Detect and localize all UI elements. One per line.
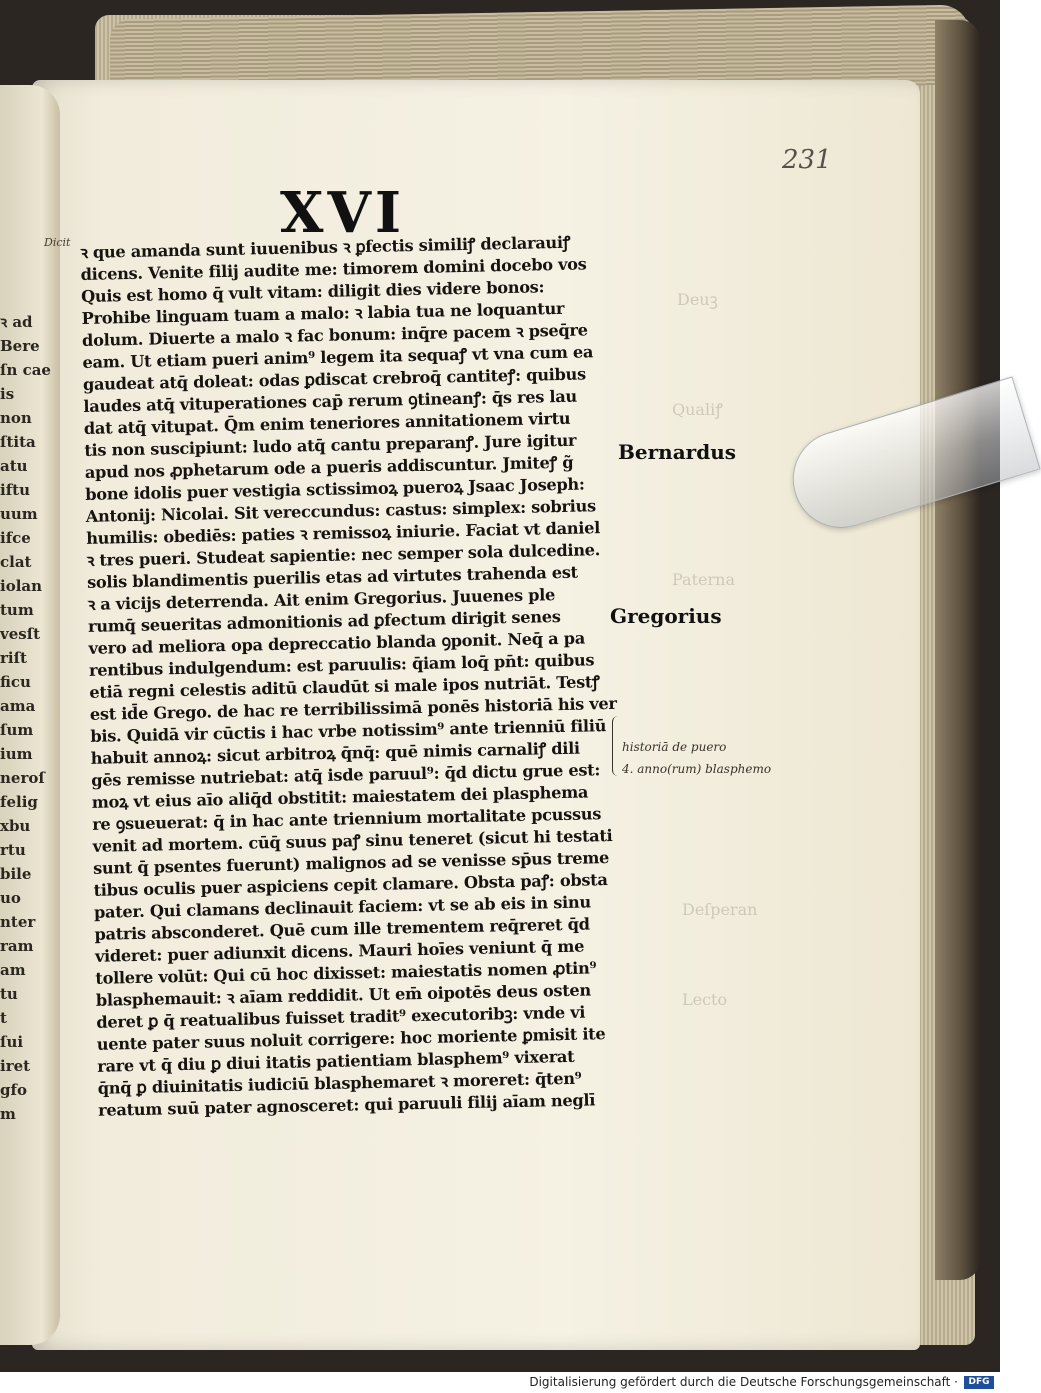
text-line: deret ꝑ q̄ reatualibus fuisset tradit⁹ executoribꝫ: vnde vi	[96, 1002, 586, 1032]
folio-number: 231	[782, 145, 832, 175]
text-line: Antonij: Nicolai. Sit vereccundus: castus: simplex: sobrius	[85, 496, 596, 526]
text-line: tibus oculis puer aspiciens cepit clamare. Obsta paꝭ: obsta	[93, 870, 608, 900]
chapter-heading: XVI	[280, 180, 406, 246]
handwritten-annotation	[622, 736, 792, 780]
verso-text-line: clat	[0, 553, 32, 571]
text-line: eam. Ut etiam pueri anim⁹ legem ita sequaꝭ vt vna cum ea	[82, 342, 594, 372]
verso-text-line: uo	[0, 889, 21, 907]
verso-text-line: ſui	[0, 1033, 24, 1051]
verso-text-line: gfo	[0, 1081, 27, 1099]
text-line: moꝝ vt eius aīo aliq̄d obstitit: maiestatem dei plasphema	[91, 782, 589, 812]
text-line: videret: puer adiunxit dicens. Mauri hoīes veniunt q̄ me	[94, 936, 585, 966]
verso-text-line: xbu	[0, 817, 31, 835]
verso-text-line: Bere	[0, 337, 40, 355]
handwritten-line: historiā de puero	[622, 740, 727, 754]
bleed-through: Deſperan	[682, 900, 758, 919]
verso-page-edge	[0, 85, 60, 1345]
text-line: tis non suscipiunt: ludo atq̄ cantu preparanꝭ. Jure igitur	[84, 430, 577, 460]
text-line: re ꝯsueuerat: q̄ in hac ante triennium mortalitate pcussus	[92, 804, 602, 834]
verso-text-line: ium	[0, 745, 33, 763]
verso-text-line: m	[0, 1105, 16, 1123]
text-line: gēs remisse nutriebat: atq̄ isde paruul⁹: q̄d dictu grue est:	[91, 760, 601, 790]
text-line: bis. Quidā vir cūctis i hac vrbe notissim⁹ ante trienniū filiū	[90, 716, 607, 746]
verso-text-line: nter	[0, 913, 36, 931]
verso-text-line: ſtita	[0, 433, 36, 451]
verso-text-line: iret	[0, 1057, 31, 1075]
text-line: ꝛ que amanda sunt iuuenibus ꝛ ꝑfectis similiꝭ declarauiꝭ	[80, 232, 571, 262]
text-line: gaudeat atq̄ doleat: odas ꝑdiscat crebroq̄ cantiteꝭ: quibus	[82, 364, 587, 394]
text-line: uente pater suus noluit corrigere: hoc moriente ꝑmisit ite	[96, 1024, 606, 1054]
margin-note-bernardus: Bernardus	[618, 440, 736, 464]
margin-small-note: Dicit	[44, 236, 71, 249]
text-line: pater. Qui clamans declinauit faciem: vt se ab eis in sinu	[93, 892, 592, 922]
verso-text-line: non	[0, 409, 32, 427]
verso-text-line: iolan	[0, 577, 43, 595]
text-line: est id̄e Grego. de hac re terribilissimā ponēs historiā his ver	[89, 693, 617, 724]
verso-text-line: uum	[0, 505, 38, 523]
verso-text-line: tum	[0, 601, 34, 619]
text-line: humilis: obediēs: paties ꝛ remissoꝝ iniurie. Faciat vt daniel	[86, 518, 601, 548]
text-line: blasphemauit: ꝛ aīam reddidit. Ut em̄ oipotēs deus osten	[95, 980, 592, 1010]
margin-note-gregorius: Gregorius	[610, 604, 722, 628]
verso-text-line: tu	[0, 985, 18, 1003]
text-line: rumq̄ seueritas admonitionis ad ꝑfectum dirigit senes	[87, 607, 561, 636]
main-text-block	[80, 231, 628, 1122]
verso-text-line: ſn cae	[0, 361, 51, 379]
verso-text-line: ꝛ ad	[0, 313, 33, 331]
text-line: ꝛ a vicijs deterrenda. Ait enim Gregorius. Juuenes ple	[87, 585, 556, 614]
text-line: etiā regni celestis aditū claudūt si male ipos nutriāt. Testꝭ	[89, 672, 600, 702]
verso-text-line: neroſ	[0, 769, 45, 787]
text-line: sunt q̄ psentes fuerunt) malignos ad se venisse sp̄us treme	[92, 848, 610, 878]
text-line: q̄nq̄ ꝑ diuinitatis iudiciū blasphemaret ꝛ moreret: q̄ten⁹	[97, 1068, 582, 1098]
text-line: rare vt q̄ diu ꝑ diui̇ itatis patientiam blasphem⁹ vixerat	[97, 1046, 575, 1076]
verso-text-fragments	[0, 310, 51, 1210]
bleed-through: Lecto	[682, 990, 728, 1009]
verso-text-line: is	[0, 385, 15, 403]
verso-text-line: bile	[0, 865, 32, 883]
verso-text-line: ifce	[0, 529, 31, 547]
text-line: Quis est homo q̄ vult vitam: diligit dies videre bonos:	[80, 277, 545, 306]
text-line: reatum suū pater agnosceret: qui paruuli filij aīam neglī	[97, 1090, 596, 1120]
verso-text-line: iftu	[0, 481, 30, 499]
handwritten-line: 4. anno(rum) blasphemo	[622, 762, 772, 776]
bleed-through: Paterna	[672, 570, 735, 589]
verso-text-line: riſt	[0, 649, 27, 667]
text-line: tollere volūt: Qui cū hoc dixisset: maiestatis nomen ꝓtin⁹	[95, 958, 597, 988]
verso-text-line: atu	[0, 457, 28, 475]
text-line: habuit annoꝝ: sicut arbitroꝝ q̄nq̄: quē nimis carnaliꝭ dili	[90, 738, 580, 768]
text-line: dat atq̄ vitupat. Q̄m enim teneriores annitationem virtu	[83, 408, 571, 438]
verso-text-line: vesſt	[0, 625, 41, 643]
text-line: venit ad mortem. cūq̄ suus paꝭ sinu teneret (sicut hi testati	[92, 825, 613, 856]
text-line: patris absconderet. Quē cum ille trementem req̄reret q̄d	[94, 914, 590, 944]
text-line: bone idolis puer vestigia sctissimoꝝ pueroꝝ Jsaac Joseph:	[85, 474, 585, 504]
verso-text-line: ram	[0, 937, 34, 955]
verso-text-line: rtu	[0, 841, 26, 859]
text-line: dolum. Diuerte a malo ꝛ fac bonum: inq̄re pacem ꝛ pseq̄re	[81, 320, 588, 350]
text-line: solis blandimentis puerilis etas ad virtutes trahenda est	[86, 562, 578, 592]
text-line: vero ad meliora opa depreccatio blanda ꝯponit. Neq̄ a pa	[88, 628, 586, 658]
verso-text-line: ſum	[0, 721, 34, 739]
text-line: dicens. Venite filij audite me: timorem domini docebo vos	[80, 254, 587, 284]
text-line: apud nos ꝓphetarum ode a pueris addiscuntur. Jmiteꝭ g̃	[84, 452, 574, 482]
verso-text-line: t	[0, 1009, 7, 1027]
bleed-through: Deuꝫ	[677, 290, 718, 309]
dfg-logo: DFG	[964, 1376, 994, 1389]
bleed-through: Qualiꝭ	[672, 400, 723, 419]
verso-text-line: ficu	[0, 673, 31, 691]
verso-text-line: ama	[0, 697, 36, 715]
text-line: ꝛ tres pueri. Studeat sapientie: nec semper sola dulcedine.	[86, 540, 601, 570]
funding-credit: Digitalisierung gefördert durch die Deutsche Forschungsgemeinschaft ·	[529, 1375, 958, 1389]
verso-text-line: felig	[0, 793, 38, 811]
text-line: laudes atq̄ vituperationes cap̄ rerum ꝯtineanꝭ: q̄s res lau	[83, 386, 578, 416]
text-line: rentibus indulgendum: est paruulis: q̄iam loq̄ pn̄t: quibus	[88, 650, 595, 680]
text-line: Prohibe linguam tuam a malo: ꝛ labia tua ne loquantur	[81, 298, 565, 328]
book-cover-edge	[935, 20, 980, 1280]
footer-bar	[0, 1372, 1000, 1393]
verso-text-line: am	[0, 961, 26, 979]
